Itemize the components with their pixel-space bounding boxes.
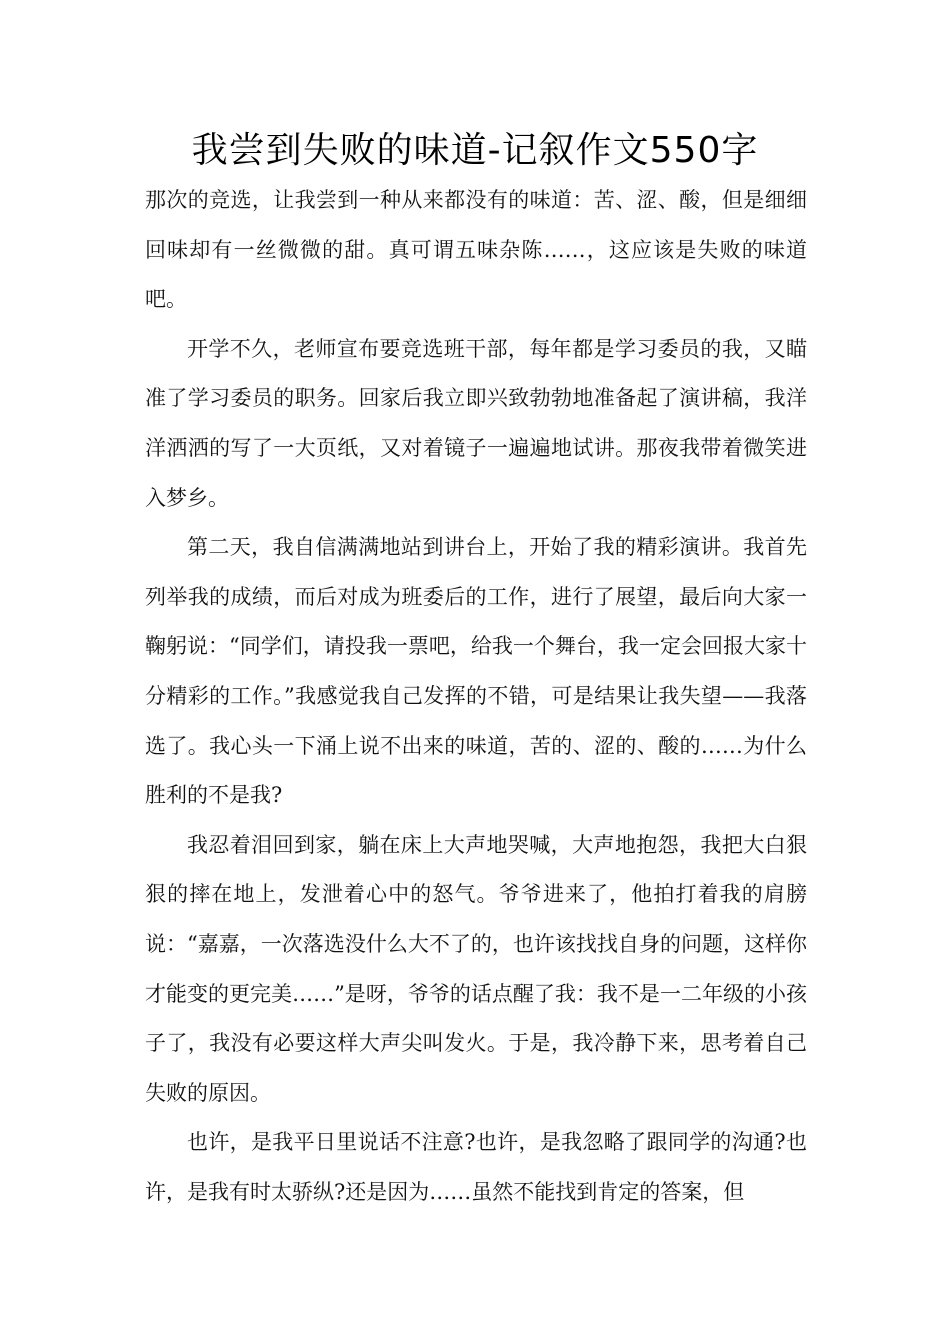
paragraph-1: 那次的竞选，让我尝到一种从来都没有的味道：苦、涩、酸，但是细细回味却有一丝微微的甜。真可谓五味杂陈……，这应该是失败的味道吧。 — [145, 188, 807, 312]
paragraph-2: 开学不久，老师宣布要竞选班干部，每年都是学习委员的我，又瞄准了学习委员的职务。回家后我立即兴致勃勃地准备起了演讲稿，我洋洋洒洒的写了一大页纸，又对着镜子一遍遍地试讲。那夜我带着微笑进入梦乡。 — [145, 336, 807, 510]
document-title: 我尝到失败的味道-记叙作文550字 — [191, 130, 759, 171]
paragraph-5: 也许，是我平日里说话不注意?也许，是我忽略了跟同学的沟通?也许，是我有时太骄纵?还是因为……虽然不能找到肯定的答案，但 — [145, 1130, 807, 1204]
paragraph-3: 第二天，我自信满满地站到讲台上，开始了我的精彩演讲。我首先列举我的成绩，而后对成为班委后的工作，进行了展望，最后向大家一鞠躬说：“同学们，请投我一票吧，给我一个舞台，我一定会回报大家十分精彩的工作。”我感觉我自己发挥的不错，可是结果让我失望——我落选了。我心头一下涌上说不出来的味道，苦的、涩的、酸的……为什么胜利的不是我? — [145, 535, 807, 808]
document-body — [145, 176, 807, 1217]
paragraph-4: 我忍着泪回到家，躺在床上大声地哭喊，大声地抱怨，我把大白狠狠的摔在地上，发泄着心中的怒气。爷爷进来了，他拍打着我的肩膀说：“嘉嘉，一次落选没什么大不了的，也许该找找自身的问题，这样你才能变的更完美……”是呀，爷爷的话点醒了我：我不是一二年级的小孩子了，我没有必要这样大声尖叫发火。于是，我冷静下来，思考着自己失败的原因。 — [145, 832, 807, 1105]
